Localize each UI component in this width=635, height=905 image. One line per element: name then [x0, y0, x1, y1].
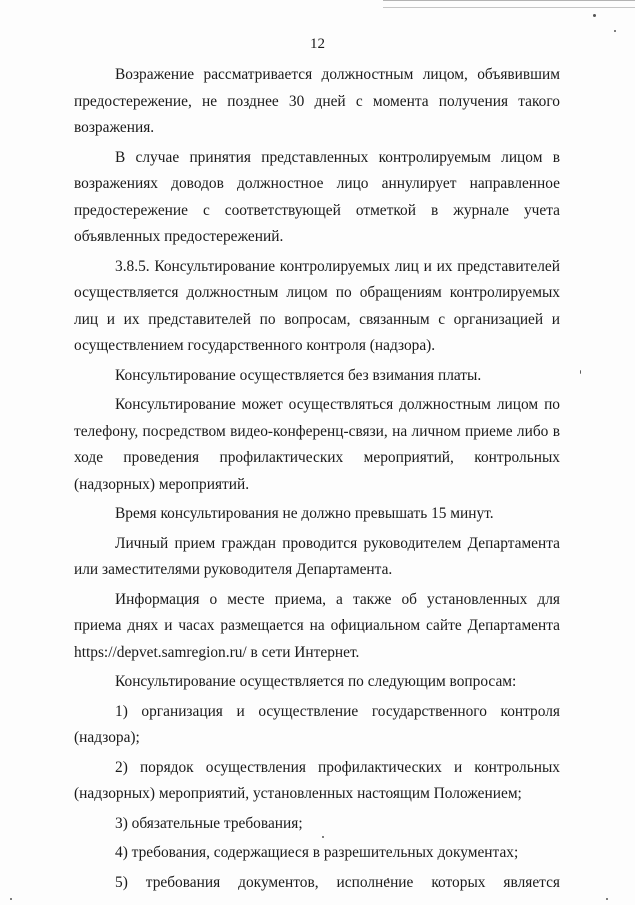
scan-speck: [606, 898, 608, 900]
paragraph-warning-annulment: В случае принятия представленных контролируемым лицом в возражениях доводов должностное лицо аннулирует направленное предостережение с соответствующей отметкой в журнале учета объявленных предостережений.: [74, 148, 560, 245]
scan-speck: [10, 898, 12, 900]
list-item-5: 5) требования документов, исполнение которых является: [115, 873, 560, 891]
scan-edge-line: [383, 0, 635, 8]
paragraph-objection-review: Возражение рассматривается должностным лицом, объявившим предостережение, не позднее 30 дней с момента получения такого возражения.: [74, 66, 560, 136]
list-item-2: 2) порядок осуществления профилактических и контрольных (надзорных) мероприятий, установленных настоящим Положением;: [74, 758, 560, 802]
paragraph-reception-info: Информация о месте приема, а также об установленных для приема днях и часах размещается на официальном сайте Департамента https://depvet.samregion.ru/ в сети Интернет.: [74, 590, 560, 661]
scan-speck: [614, 30, 616, 32]
paragraph-consulting-3-8-5: 3.8.5. Консультирование контролируемых лиц и их представителей осуществляется должностным лицом по обращениям контролируемых лиц и их представителей по вопросам, связанным с организацией и осуществлением государственного контроля (надзора).: [74, 257, 560, 354]
paragraph-consulting-time: Время консультирования не должно превышать 15 минут.: [115, 505, 494, 522]
document-body: [74, 62, 560, 896]
list-item-1: 1) организация и осуществление государственного контроля (надзора);: [74, 702, 560, 746]
paragraph-consulting-free: Консультирование осуществляется без взимания платы.: [115, 366, 482, 384]
paragraph-consulting-topics: Консультирование осуществляется по следующим вопросам:: [115, 673, 517, 690]
list-item-3: 3) обязательные требования;: [115, 814, 303, 832]
list-item-4: 4) требования, содержащиеся в разрешительных документах;: [115, 844, 519, 861]
scan-speck: [580, 370, 581, 374]
page-number: 12: [310, 36, 325, 52]
paragraph-personal-reception: Личный прием граждан проводится руководителем Департамента или заместителями руководителя Департамента.: [74, 534, 560, 578]
paragraph-consulting-methods: Консультирование может осуществляться должностным лицом по телефону, посредством видео-конференц-связи, на личном приеме либо в ходе проведения профилактических мероприятий, контрольных (надзорных) мероприятий.: [74, 396, 560, 493]
scan-speck: [593, 14, 596, 17]
